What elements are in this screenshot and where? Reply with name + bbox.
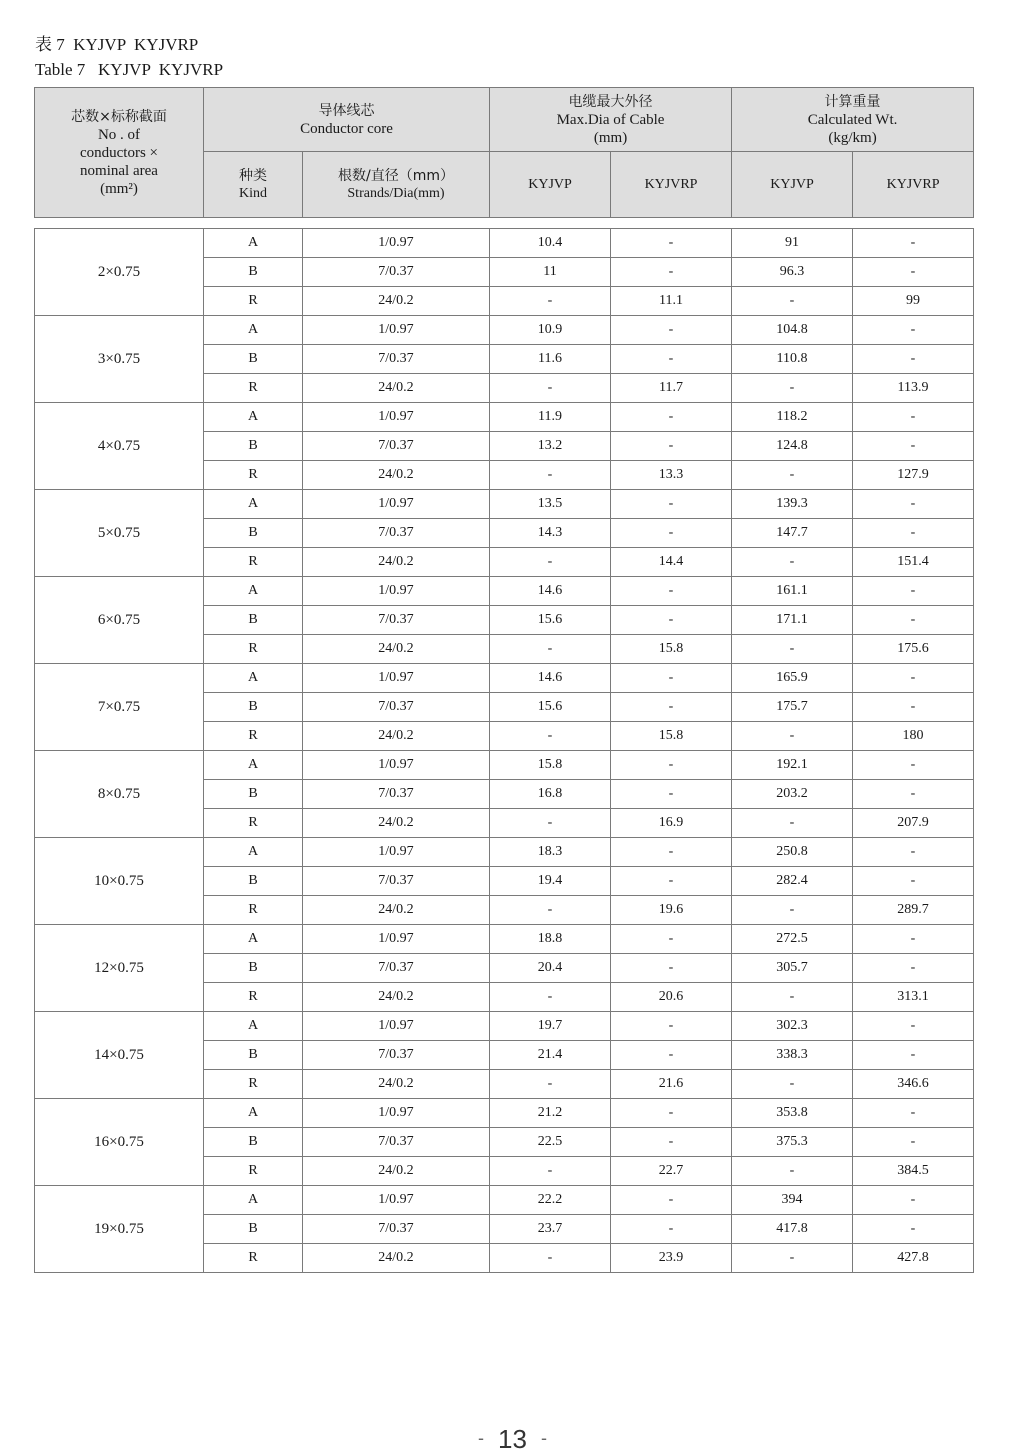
kind-cell: B xyxy=(204,432,303,461)
dia-kyjvrp-cell: 14.4 xyxy=(611,548,732,577)
wt-kyjvrp-cell: - xyxy=(853,258,974,287)
kind-cell: R xyxy=(204,635,303,664)
kind-cell: A xyxy=(204,577,303,606)
dia-kyjvrp-cell: - xyxy=(611,1215,732,1244)
strands-cell: 24/0.2 xyxy=(303,374,490,403)
dia-kyjvp-cell: - xyxy=(490,1244,611,1273)
wt-kyjvrp-cell: - xyxy=(853,519,974,548)
wt-kyjvp-cell: 124.8 xyxy=(732,432,853,461)
kind-cell: R xyxy=(204,809,303,838)
dia-kyjvp-cell: - xyxy=(490,896,611,925)
wt-kyjvrp-cell: 113.9 xyxy=(853,374,974,403)
wt-kyjvrp-cell: 207.9 xyxy=(853,809,974,838)
wt-kyjvrp-cell: - xyxy=(853,1128,974,1157)
wt-kyjvp-cell: 147.7 xyxy=(732,519,853,548)
header-cores-area xyxy=(35,88,204,218)
strands-cell: 24/0.2 xyxy=(303,548,490,577)
spec-cell: 8×0.75 xyxy=(35,751,204,838)
strands-cell: 1/0.97 xyxy=(303,925,490,954)
dia-kyjvp-cell: 23.7 xyxy=(490,1215,611,1244)
header-wt-kyjvrp: KYJVRP xyxy=(853,152,974,218)
dia-kyjvrp-cell: - xyxy=(611,838,732,867)
strands-cell: 7/0.37 xyxy=(303,1128,490,1157)
wt-kyjvp-cell: 96.3 xyxy=(732,258,853,287)
strands-cell: 7/0.37 xyxy=(303,258,490,287)
dia-kyjvrp-cell: 15.8 xyxy=(611,722,732,751)
strands-cell: 7/0.37 xyxy=(303,606,490,635)
wt-kyjvp-cell: 110.8 xyxy=(732,345,853,374)
wt-kyjvrp-cell: - xyxy=(853,780,974,809)
dia-kyjvrp-cell: - xyxy=(611,1099,732,1128)
dia-kyjvrp-cell: 11.1 xyxy=(611,287,732,316)
strands-cell: 1/0.97 xyxy=(303,664,490,693)
wt-kyjvp-cell: - xyxy=(732,635,853,664)
wt-kyjvrp-cell: 289.7 xyxy=(853,896,974,925)
wt-kyjvp-cell: 165.9 xyxy=(732,664,853,693)
wt-kyjvrp-cell: - xyxy=(853,1215,974,1244)
dia-kyjvrp-cell: 19.6 xyxy=(611,896,732,925)
spec-cell: 14×0.75 xyxy=(35,1012,204,1099)
spec-cell: 7×0.75 xyxy=(35,664,204,751)
table-row xyxy=(35,490,974,519)
spec-cell: 6×0.75 xyxy=(35,577,204,664)
kind-cell: A xyxy=(204,1099,303,1128)
kind-cell: B xyxy=(204,1215,303,1244)
wt-kyjvp-cell: - xyxy=(732,1157,853,1186)
kind-cell: R xyxy=(204,374,303,403)
wt-kyjvp-cell: 394 xyxy=(732,1186,853,1215)
table-row xyxy=(35,316,974,345)
dia-kyjvrp-cell: - xyxy=(611,316,732,345)
dia-kyjvp-cell: - xyxy=(490,548,611,577)
header-strands xyxy=(303,152,490,218)
header-dia-zh: 电缆最大外径 xyxy=(568,93,653,110)
dia-kyjvp-cell: 18.3 xyxy=(490,838,611,867)
wt-kyjvrp-cell: - xyxy=(853,664,974,693)
strands-cell: 24/0.2 xyxy=(303,983,490,1012)
wt-kyjvp-cell: - xyxy=(732,896,853,925)
wt-kyjvrp-cell: 151.4 xyxy=(853,548,974,577)
kind-cell: B xyxy=(204,780,303,809)
dia-kyjvrp-cell: - xyxy=(611,751,732,780)
wt-kyjvrp-cell: - xyxy=(853,316,974,345)
dia-kyjvrp-cell: 23.9 xyxy=(611,1244,732,1273)
dia-kyjvp-cell: 13.2 xyxy=(490,432,611,461)
strands-cell: 1/0.97 xyxy=(303,751,490,780)
dia-kyjvrp-cell: 16.9 xyxy=(611,809,732,838)
header-kind-zh: 种类 xyxy=(239,167,267,184)
dia-kyjvp-cell: 14.6 xyxy=(490,664,611,693)
strands-cell: 7/0.37 xyxy=(303,780,490,809)
dia-kyjvrp-cell: - xyxy=(611,403,732,432)
strands-cell: 1/0.97 xyxy=(303,838,490,867)
dia-kyjvp-cell: 11.9 xyxy=(490,403,611,432)
table-row xyxy=(35,229,974,258)
dia-kyjvp-cell: - xyxy=(490,461,611,490)
strands-cell: 24/0.2 xyxy=(303,896,490,925)
table-row xyxy=(35,403,974,432)
wt-kyjvrp-cell: - xyxy=(853,490,974,519)
dia-kyjvrp-cell: - xyxy=(611,1186,732,1215)
dia-kyjvrp-cell: - xyxy=(611,664,732,693)
strands-cell: 7/0.37 xyxy=(303,693,490,722)
kind-cell: R xyxy=(204,1244,303,1273)
kind-cell: A xyxy=(204,664,303,693)
dia-kyjvrp-cell: - xyxy=(611,925,732,954)
dia-kyjvp-cell: - xyxy=(490,1157,611,1186)
kind-cell: B xyxy=(204,606,303,635)
strands-cell: 24/0.2 xyxy=(303,809,490,838)
wt-kyjvrp-cell: 180 xyxy=(853,722,974,751)
kind-cell: B xyxy=(204,954,303,983)
table-row xyxy=(35,751,974,780)
dia-kyjvp-cell: 21.2 xyxy=(490,1099,611,1128)
dia-kyjvrp-cell: - xyxy=(611,432,732,461)
wt-kyjvp-cell: 91 xyxy=(732,229,853,258)
wt-kyjvp-cell: 353.8 xyxy=(732,1099,853,1128)
wt-kyjvrp-cell: 175.6 xyxy=(853,635,974,664)
header-dia-unit: (mm) xyxy=(593,129,628,146)
dia-kyjvrp-cell: - xyxy=(611,867,732,896)
dia-kyjvrp-cell: - xyxy=(611,258,732,287)
wt-kyjvrp-cell: - xyxy=(853,1186,974,1215)
dia-kyjvrp-cell: - xyxy=(611,954,732,983)
wt-kyjvp-cell: 104.8 xyxy=(732,316,853,345)
wt-kyjvrp-cell: - xyxy=(853,751,974,780)
dia-kyjvp-cell: 20.4 xyxy=(490,954,611,983)
strands-cell: 24/0.2 xyxy=(303,287,490,316)
strands-cell: 1/0.97 xyxy=(303,1186,490,1215)
wt-kyjvrp-cell: - xyxy=(853,867,974,896)
wt-kyjvrp-cell: 384.5 xyxy=(853,1157,974,1186)
dia-kyjvrp-cell: - xyxy=(611,577,732,606)
dia-kyjvrp-cell: - xyxy=(611,1012,732,1041)
dia-kyjvrp-cell: 15.8 xyxy=(611,635,732,664)
strands-cell: 7/0.37 xyxy=(303,345,490,374)
header-wt-kyjvp: KYJVP xyxy=(732,152,853,218)
spec-cell: 12×0.75 xyxy=(35,925,204,1012)
table-row xyxy=(35,838,974,867)
spec-cell: 10×0.75 xyxy=(35,838,204,925)
header-wt-en: Calculated Wt. xyxy=(807,111,898,128)
dia-kyjvp-cell: 18.8 xyxy=(490,925,611,954)
header-cores-en1: No . of xyxy=(97,126,141,143)
wt-kyjvp-cell: 171.1 xyxy=(732,606,853,635)
wt-kyjvrp-cell: - xyxy=(853,925,974,954)
dia-kyjvp-cell: - xyxy=(490,809,611,838)
wt-kyjvp-cell: 118.2 xyxy=(732,403,853,432)
dia-kyjvp-cell: 21.4 xyxy=(490,1041,611,1070)
spec-cell: 2×0.75 xyxy=(35,229,204,316)
spec-cell: 19×0.75 xyxy=(35,1186,204,1273)
wt-kyjvp-cell: - xyxy=(732,983,853,1012)
wt-kyjvp-cell: - xyxy=(732,809,853,838)
header-calc-weight xyxy=(732,88,974,152)
wt-kyjvrp-cell: - xyxy=(853,1099,974,1128)
strands-cell: 1/0.97 xyxy=(303,1012,490,1041)
kind-cell: A xyxy=(204,838,303,867)
wt-kyjvrp-cell: - xyxy=(853,693,974,722)
wt-kyjvrp-cell: 99 xyxy=(853,287,974,316)
spec-cell: 5×0.75 xyxy=(35,490,204,577)
wt-kyjvrp-cell: - xyxy=(853,838,974,867)
dia-kyjvrp-cell: - xyxy=(611,519,732,548)
wt-kyjvrp-cell: - xyxy=(853,229,974,258)
header-conductor-core xyxy=(204,88,490,152)
dia-kyjvp-cell: - xyxy=(490,722,611,751)
wt-kyjvrp-cell: 427.8 xyxy=(853,1244,974,1273)
strands-cell: 1/0.97 xyxy=(303,229,490,258)
dia-kyjvrp-cell: - xyxy=(611,693,732,722)
table-body xyxy=(34,228,974,1273)
strands-cell: 24/0.2 xyxy=(303,461,490,490)
wt-kyjvp-cell: 338.3 xyxy=(732,1041,853,1070)
wt-kyjvp-cell: 302.3 xyxy=(732,1012,853,1041)
dia-kyjvp-cell: 11 xyxy=(490,258,611,287)
dia-kyjvrp-cell: - xyxy=(611,1128,732,1157)
table-row xyxy=(35,664,974,693)
dia-kyjvp-cell: 14.6 xyxy=(490,577,611,606)
kind-cell: B xyxy=(204,258,303,287)
wt-kyjvp-cell: - xyxy=(732,287,853,316)
header-wt-zh: 计算重量 xyxy=(824,93,881,110)
kind-cell: A xyxy=(204,490,303,519)
strands-cell: 24/0.2 xyxy=(303,1157,490,1186)
dia-kyjvp-cell: 10.9 xyxy=(490,316,611,345)
kind-cell: B xyxy=(204,345,303,374)
kind-cell: A xyxy=(204,1186,303,1215)
dia-kyjvp-cell: 22.5 xyxy=(490,1128,611,1157)
table-caption-zh: 表 7 KYJVP KYJVRP xyxy=(35,35,199,54)
kind-cell: R xyxy=(204,548,303,577)
wt-kyjvp-cell: - xyxy=(732,461,853,490)
wt-kyjvp-cell: 375.3 xyxy=(732,1128,853,1157)
wt-kyjvp-cell: 272.5 xyxy=(732,925,853,954)
wt-kyjvp-cell: 250.8 xyxy=(732,838,853,867)
spec-cell: 3×0.75 xyxy=(35,316,204,403)
table-row xyxy=(35,1186,974,1215)
dia-kyjvp-cell: 15.8 xyxy=(490,751,611,780)
strands-cell: 7/0.37 xyxy=(303,519,490,548)
wt-kyjvp-cell: 192.1 xyxy=(732,751,853,780)
table-header xyxy=(34,87,974,218)
header-max-dia xyxy=(490,88,732,152)
dia-kyjvrp-cell: - xyxy=(611,490,732,519)
wt-kyjvp-cell: 203.2 xyxy=(732,780,853,809)
dia-kyjvp-cell: 10.4 xyxy=(490,229,611,258)
wt-kyjvp-cell: 175.7 xyxy=(732,693,853,722)
spec-cell: 16×0.75 xyxy=(35,1099,204,1186)
header-strands-zh: 根数/直径（mm） xyxy=(338,167,454,184)
wt-kyjvp-cell: 139.3 xyxy=(732,490,853,519)
header-cores-en3: nominal area xyxy=(80,162,158,179)
strands-cell: 24/0.2 xyxy=(303,722,490,751)
dia-kyjvp-cell: 15.6 xyxy=(490,693,611,722)
dia-kyjvp-cell: 13.5 xyxy=(490,490,611,519)
strands-cell: 24/0.2 xyxy=(303,1070,490,1099)
dia-kyjvp-cell: - xyxy=(490,983,611,1012)
dia-kyjvrp-cell: - xyxy=(611,780,732,809)
wt-kyjvrp-cell: - xyxy=(853,432,974,461)
wt-kyjvrp-cell: 313.1 xyxy=(853,983,974,1012)
kind-cell: R xyxy=(204,722,303,751)
wt-kyjvp-cell: 417.8 xyxy=(732,1215,853,1244)
dia-kyjvp-cell: 16.8 xyxy=(490,780,611,809)
table-row xyxy=(35,1012,974,1041)
strands-cell: 1/0.97 xyxy=(303,1099,490,1128)
kind-cell: A xyxy=(204,316,303,345)
wt-kyjvp-cell: - xyxy=(732,722,853,751)
header-cores-unit: (mm²) xyxy=(100,180,138,197)
wt-kyjvrp-cell: - xyxy=(853,403,974,432)
dia-kyjvrp-cell: - xyxy=(611,1041,732,1070)
kind-cell: R xyxy=(204,983,303,1012)
dia-kyjvp-cell: 19.7 xyxy=(490,1012,611,1041)
dia-kyjvp-cell: 11.6 xyxy=(490,345,611,374)
kind-cell: A xyxy=(204,1012,303,1041)
table-caption-en: Table 7 KYJVP KYJVRP xyxy=(35,60,224,79)
wt-kyjvp-cell: - xyxy=(732,374,853,403)
dia-kyjvp-cell: - xyxy=(490,287,611,316)
header-wt-unit: (kg/km) xyxy=(828,129,877,146)
wt-kyjvrp-cell: - xyxy=(853,1012,974,1041)
kind-cell: A xyxy=(204,229,303,258)
strands-cell: 1/0.97 xyxy=(303,403,490,432)
page-number-value: 13 xyxy=(498,1424,527,1454)
strands-cell: 7/0.37 xyxy=(303,867,490,896)
header-core-zh: 导体线芯 xyxy=(318,102,375,119)
wt-kyjvrp-cell: 127.9 xyxy=(853,461,974,490)
kind-cell: R xyxy=(204,1070,303,1099)
wt-kyjvp-cell: - xyxy=(732,548,853,577)
header-dia-kyjvrp: KYJVRP xyxy=(611,152,732,218)
wt-kyjvrp-cell: 346.6 xyxy=(853,1070,974,1099)
page-dash-left: - xyxy=(478,1428,485,1448)
dia-kyjvrp-cell: - xyxy=(611,345,732,374)
wt-kyjvp-cell: 161.1 xyxy=(732,577,853,606)
header-strands-en: Strands/Dia(mm) xyxy=(347,185,445,201)
dia-kyjvrp-cell: - xyxy=(611,606,732,635)
wt-kyjvrp-cell: - xyxy=(853,606,974,635)
wt-kyjvrp-cell: - xyxy=(853,345,974,374)
spec-cell: 4×0.75 xyxy=(35,403,204,490)
table-row xyxy=(35,577,974,606)
kind-cell: R xyxy=(204,461,303,490)
kind-cell: R xyxy=(204,287,303,316)
page-dash-right: - xyxy=(540,1428,547,1448)
dia-kyjvp-cell: 14.3 xyxy=(490,519,611,548)
kind-cell: A xyxy=(204,403,303,432)
strands-cell: 7/0.37 xyxy=(303,1041,490,1070)
kind-cell: R xyxy=(204,1157,303,1186)
dia-kyjvp-cell: 15.6 xyxy=(490,606,611,635)
wt-kyjvrp-cell: - xyxy=(853,1041,974,1070)
strands-cell: 24/0.2 xyxy=(303,1244,490,1273)
header-kind-en: Kind xyxy=(239,185,267,201)
kind-cell: B xyxy=(204,693,303,722)
kind-cell: A xyxy=(204,925,303,954)
kind-cell: B xyxy=(204,1041,303,1070)
wt-kyjvp-cell: - xyxy=(732,1070,853,1099)
dia-kyjvp-cell: 22.2 xyxy=(490,1186,611,1215)
dia-kyjvp-cell: - xyxy=(490,374,611,403)
dia-kyjvp-cell: 19.4 xyxy=(490,867,611,896)
kind-cell: B xyxy=(204,519,303,548)
strands-cell: 7/0.37 xyxy=(303,954,490,983)
dia-kyjvrp-cell: 13.3 xyxy=(611,461,732,490)
header-cores-zh: 芯数×标称截面 xyxy=(71,108,167,125)
strands-cell: 1/0.97 xyxy=(303,577,490,606)
wt-kyjvp-cell: 282.4 xyxy=(732,867,853,896)
dia-kyjvrp-cell: 21.6 xyxy=(611,1070,732,1099)
strands-cell: 24/0.2 xyxy=(303,635,490,664)
wt-kyjvp-cell: - xyxy=(732,1244,853,1273)
dia-kyjvrp-cell: 20.6 xyxy=(611,983,732,1012)
header-cores-en2: conductors × xyxy=(79,144,159,161)
kind-cell: B xyxy=(204,1128,303,1157)
dia-kyjvp-cell: - xyxy=(490,1070,611,1099)
wt-kyjvrp-cell: - xyxy=(853,954,974,983)
table-row xyxy=(35,1099,974,1128)
table-row xyxy=(35,925,974,954)
kind-cell: R xyxy=(204,896,303,925)
header-core-en: Conductor core xyxy=(300,120,393,137)
strands-cell: 1/0.97 xyxy=(303,490,490,519)
dia-kyjvrp-cell: 22.7 xyxy=(611,1157,732,1186)
strands-cell: 1/0.97 xyxy=(303,316,490,345)
wt-kyjvp-cell: 305.7 xyxy=(732,954,853,983)
dia-kyjvp-cell: - xyxy=(490,635,611,664)
header-dia-kyjvp: KYJVP xyxy=(490,152,611,218)
kind-cell: B xyxy=(204,867,303,896)
wt-kyjvrp-cell: - xyxy=(853,577,974,606)
strands-cell: 7/0.37 xyxy=(303,1215,490,1244)
header-kind xyxy=(204,152,303,218)
page-number xyxy=(0,1424,1025,1455)
header-dia-en: Max.Dia of Cable xyxy=(556,111,665,128)
dia-kyjvrp-cell: 11.7 xyxy=(611,374,732,403)
kind-cell: A xyxy=(204,751,303,780)
dia-kyjvrp-cell: - xyxy=(611,229,732,258)
strands-cell: 7/0.37 xyxy=(303,432,490,461)
